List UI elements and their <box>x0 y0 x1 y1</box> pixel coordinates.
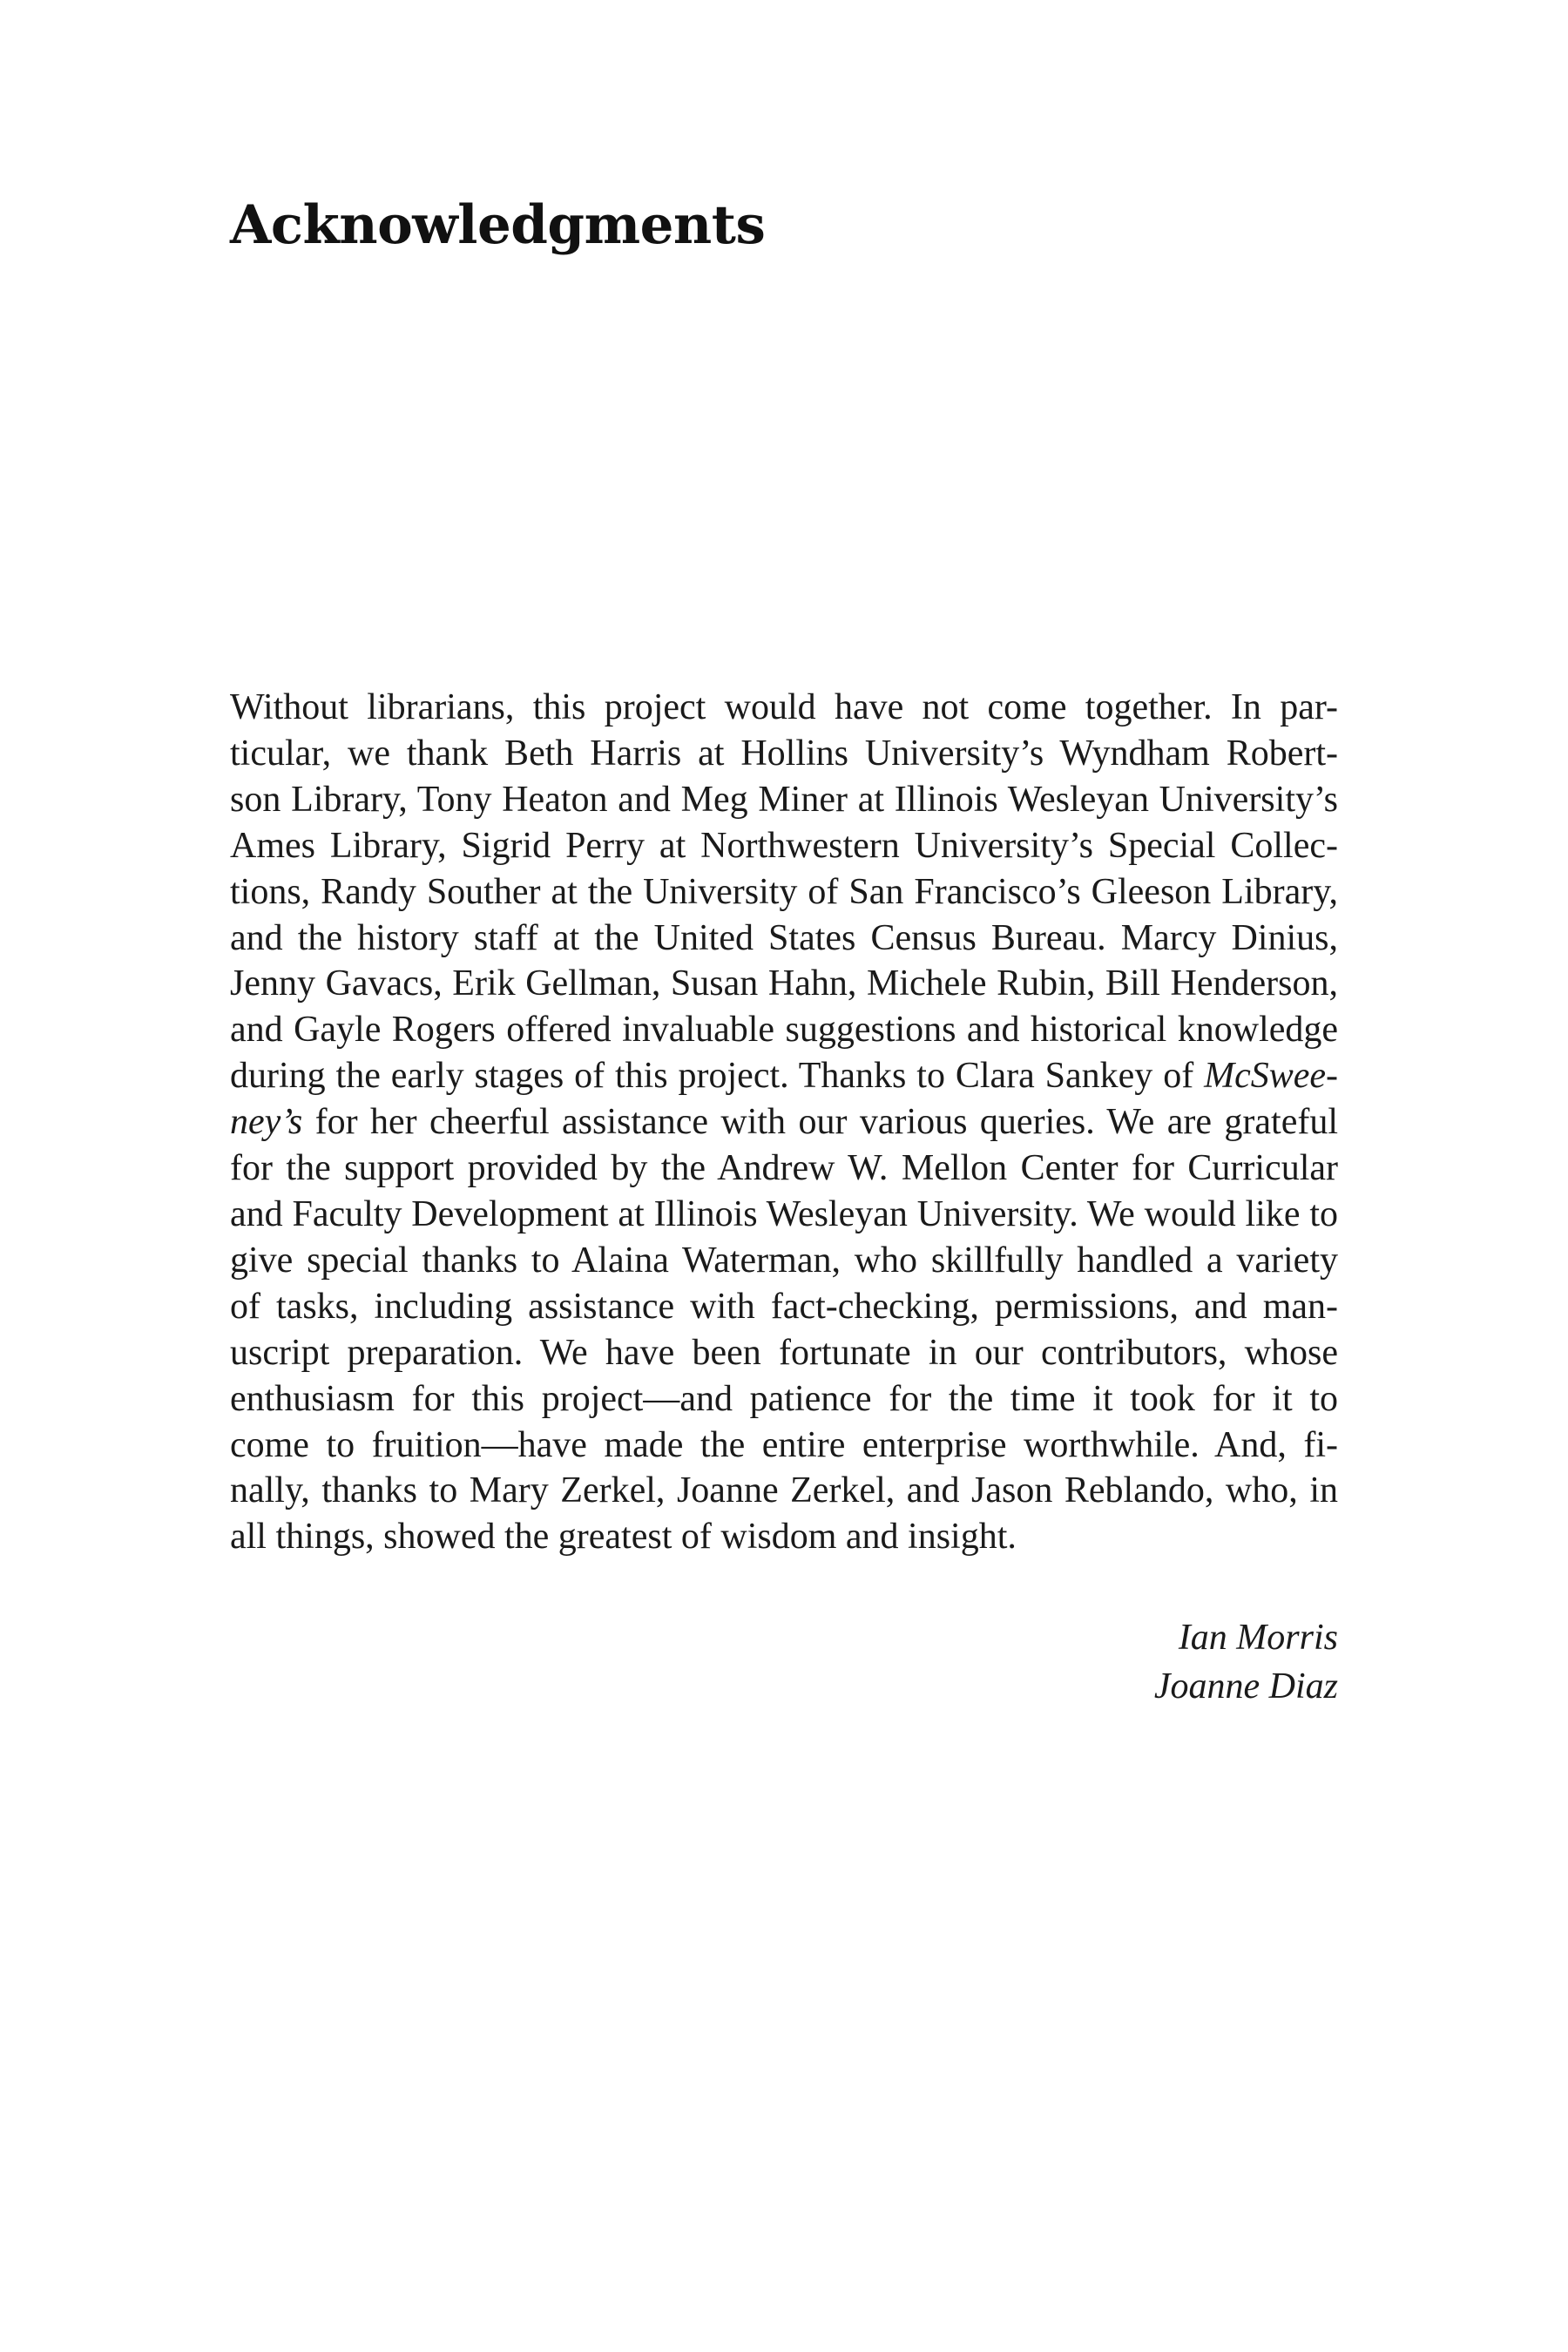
paragraph-line: enthusiasm for this project—and patience for the time it took for it to <box>230 1378 1338 1419</box>
paragraph-line: uscript preparation. We have been fortunate in our contributors, whose <box>230 1332 1338 1373</box>
paragraph-line: Without librarians, this project would have not come together. In par- <box>230 687 1338 727</box>
paragraph-line: ticular, we thank Beth Harris at Hollins University’s Wyndham Robert- <box>230 733 1338 774</box>
paragraph-line: for the support provided by the Andrew W. Mellon Center for Curricular <box>230 1148 1338 1189</box>
italic-title: ney’s <box>230 1102 303 1143</box>
italic-title: McSwee- <box>1204 1056 1338 1097</box>
paragraph-line: Ames Library, Sigrid Perry at Northwestern University’s Special Collec- <box>230 825 1338 866</box>
paragraph-line: and Gayle Rogers offered invaluable suggestions and historical knowledge <box>230 1010 1338 1051</box>
signatory-name: Joanne Diaz <box>1153 1666 1338 1707</box>
acknowledgments-paragraph <box>230 685 1338 1560</box>
paragraph-line: all things, showed the greatest of wisdom and insight. <box>230 1517 1017 1558</box>
paragraph-line: give special thanks to Alaina Waterman, who skillfully handled a variety <box>230 1240 1338 1281</box>
paragraph-line: of tasks, including assistance with fact-checking, permissions, and man- <box>230 1286 1338 1327</box>
paragraph-line: son Library, Tony Heaton and Meg Miner at Illinois Wesleyan University’s <box>230 779 1338 820</box>
paragraph-line: and Faculty Development at Illinois Wesleyan University. We would like to <box>230 1193 1338 1234</box>
paragraph-line: ney’s for her cheerful assistance with our various queries. We are grateful <box>230 1102 1338 1143</box>
paragraph-line: nally, thanks to Mary Zerkel, Joanne Zerkel, and Jason Reblando, who, in <box>230 1470 1338 1511</box>
signature-block <box>1154 1613 1338 1711</box>
paragraph-line: Jenny Gavacs, Erik Gellman, Susan Hahn, Michele Rubin, Bill Henderson, <box>230 963 1338 1004</box>
paragraph-line: and the history staff at the United States Census Bureau. Marcy Dinius, <box>230 917 1338 958</box>
paragraph-line: tions, Randy Souther at the University of San Francisco’s Gleeson Library, <box>230 871 1338 912</box>
page-title: Acknowledgments <box>230 194 766 256</box>
paragraph-line: during the early stages of this project. Thanks to Clara Sankey of McSwee- <box>230 1056 1338 1097</box>
signatory-name: Ian Morris <box>1178 1618 1338 1658</box>
paragraph-line: come to fruition—have made the entire enterprise worthwhile. And, fi- <box>230 1424 1338 1465</box>
